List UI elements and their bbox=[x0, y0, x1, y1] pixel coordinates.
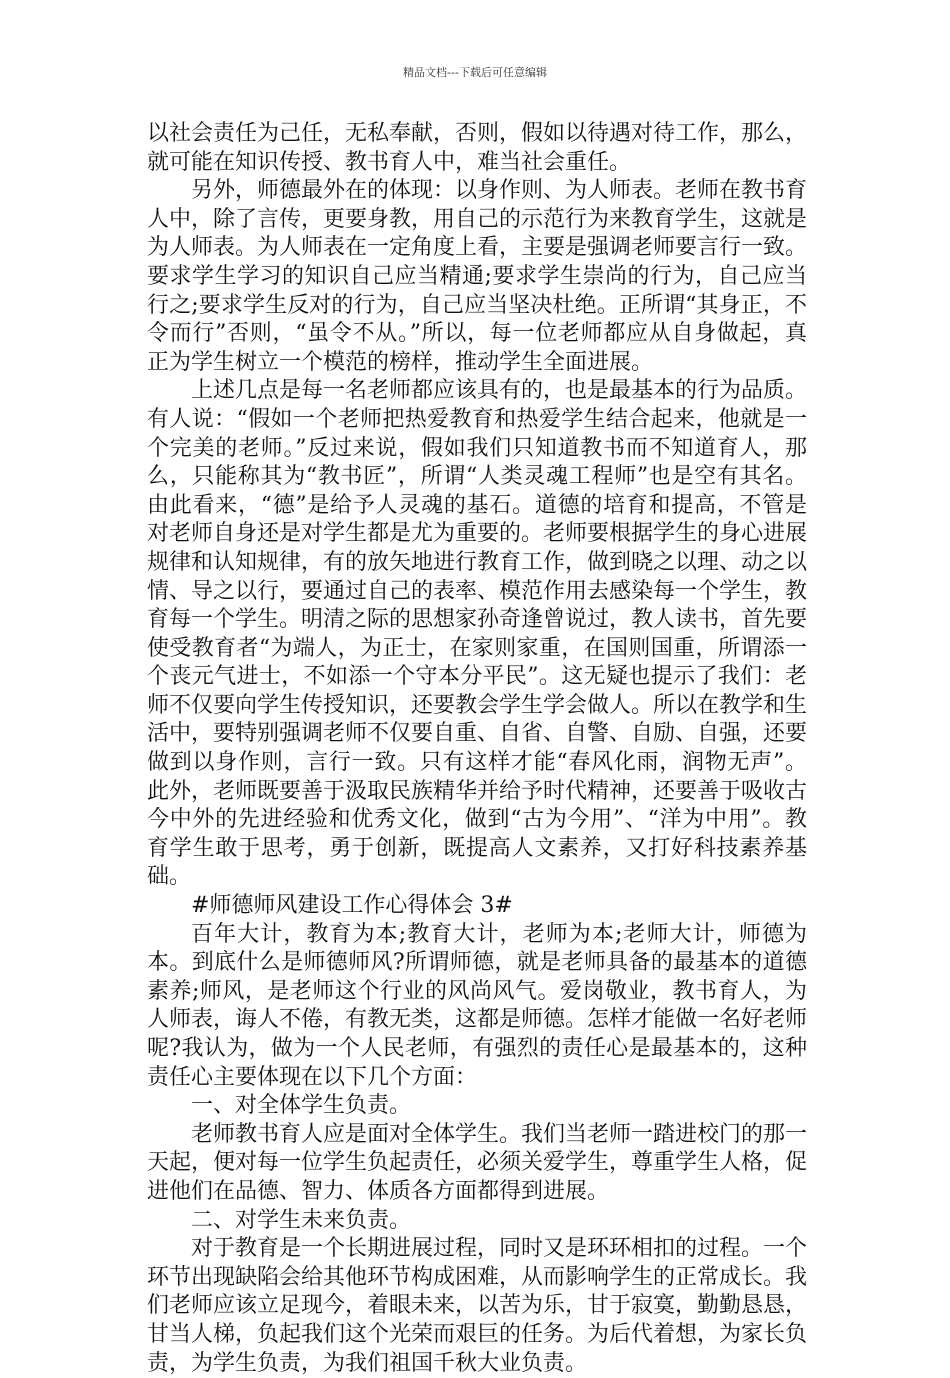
page-header: 精品文档---下载后可任意编辑 bbox=[403, 66, 547, 79]
paragraph: 对于教育是一个长期进展过程，同时又是环环相扣的过程。一个环节出现缺陷会给其他环节构成困难，从而影响学生的正常成长。我们老师应该立足现今，着眼未来，以苦为乐，甘于寂寞，勤勤恳恳，甘当人梯，负起我们这个光荣而艰巨的任务。为后代着想，为家长负责，为学生负责，为我们祖国千秋大业负责。 bbox=[147, 1236, 808, 1376]
paragraph: 百年大计，教育为本;教育大计，老师为本;老师大计，师德为本。到底什么是师德师风?所谓师德，就是老师具备的最基本的道德素养;师风，是老师这个行业的风尚风气。爱岗敬业，教书育人，为人师表，诲人不倦，有教无类，这都是师德。怎样才能做一名好老师呢?我认为，做为一个人民老师，有强烈的责任心是最基本的，这种责任心主要体现在以下几个方面： bbox=[147, 921, 808, 1090]
paragraph: 老师教书育人应是面对全体学生。我们当老师一踏进校门的那一天起，便对每一位学生负起责任，必须关爱学生，尊重学生人格，促进他们在品德、智力、体质各方面都得到进展。 bbox=[147, 1121, 808, 1204]
document-body bbox=[147, 120, 807, 1378]
section-heading: #师德师风建设工作心得体会 3# bbox=[191, 893, 513, 919]
list-heading: 二、对学生未来负责。 bbox=[191, 1207, 412, 1233]
list-heading: 一、对全体学生负责。 bbox=[191, 1093, 412, 1119]
paragraph: 上述几点是每一名老师都应该具有的，也是最基本的行为品质。有人说：“假如一个老师把热爱教育和热爱学生结合起来，他就是一个完美的老师。”反过来说，假如我们只知道教书而不知道育人，那么，只能称其为“教书匠”，所谓“人类灵魂工程师”也是空有其名。由此看来，“德”是给予人灵魂的基石。道德的培育和提高，不管是对老师自身还是对学生都是尤为重要的。老师要根据学生的身心进展规律和认知规律，有的放矢地进行教育工作，做到晓之以理、动之以情、导之以行，要通过自己的表率、模范作用去感染每一个学生，教育每一个学生。明清之际的思想家孙奇逢曾说过，教人读书，首先要使受教育者“为端人，为正士，在家则家重，在国则国重，所谓添一个丧元气进士，不如添一个守本分平民”。这无疑也提示了我们：老师不仅要向学生传授知识，还要教会学生学会做人。所以在教学和生活中，要特别强调老师不仅要自重、自省、自警、自励、自强，还要做到以身作则，言行一致。只有这样才能“春风化雨，润物无声”。此外，老师既要善于汲取民族精华并给予时代精神，还要善于吸收古今中外的先进经验和优秀文化，做到“古为今用”、“洋为中用”。教育学生敢于思考，勇于创新，既提高人文素养，又打好科技素养基础。 bbox=[147, 378, 808, 890]
paragraph: 另外，师德最外在的体现：以身作则、为人师表。老师在教书育人中，除了言传，更要身教，用自己的示范行为来教育学生，这就是为人师表。为人师表在一定角度上看，主要是强调老师要言行一致。要求学生学习的知识自己应当精通;要求学生崇尚的行为，自己应当行之;要求学生反对的行为，自己应当坚决杜绝。正所谓“其身正，不令而行”否则，“虽令不从。”所以，每一位老师都应从自身做起，真正为学生树立一个模范的榜样，推动学生全面进展。 bbox=[147, 178, 808, 375]
paragraph: 以社会责任为己任，无私奉献，否则，假如以待遇对待工作，那么，就可能在知识传授、教书育人中，难当社会重任。 bbox=[147, 121, 808, 175]
